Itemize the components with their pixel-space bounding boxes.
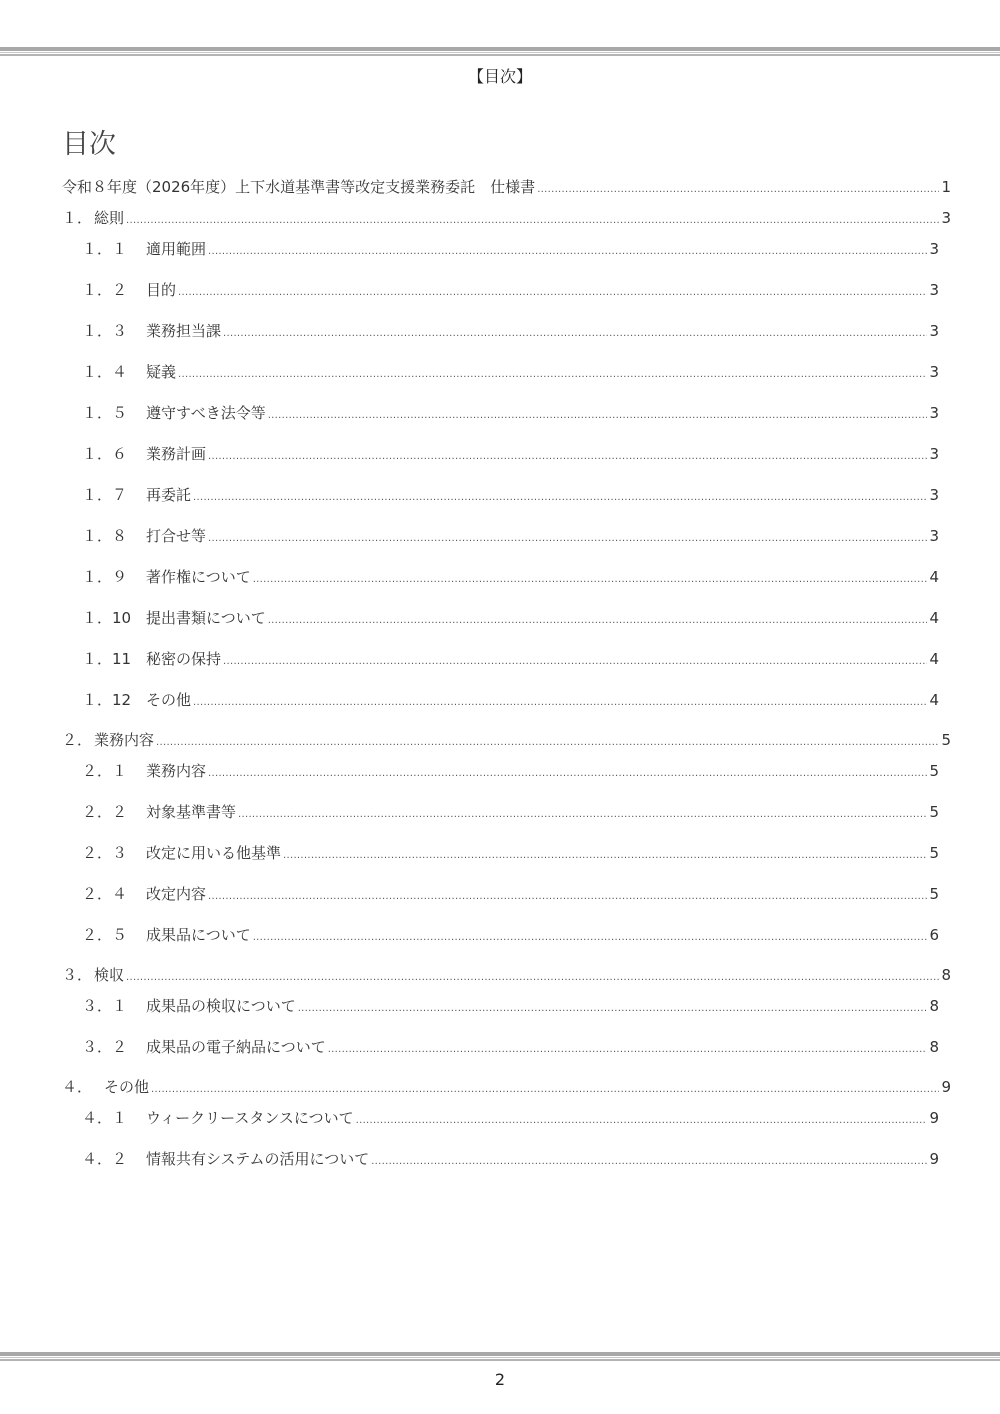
toc-entry-title: 成果品の電子納品について [146,1038,326,1056]
dot-leader [151,1078,939,1096]
toc-entry-page: 5 [929,762,939,780]
toc-entry-title: 業務担当課 [146,322,222,340]
toc-entry[interactable] [82,801,939,821]
toc-entry[interactable] [82,320,939,340]
dot-leader [328,1038,928,1056]
toc-entry-number: １．９ [82,568,128,586]
toc-entry-number: １． [62,209,93,227]
toc-entry-number: １．４ [82,363,128,381]
toc-entry-page: 4 [929,568,939,586]
toc-entry-page: 9 [929,1109,939,1127]
toc-entry-page: 5 [929,844,939,862]
toc-entry-page: 5 [941,731,951,749]
toc-entry-number: １．７ [82,486,128,504]
header-title: 【目次】 [467,67,532,86]
toc-entry-title: 総則 [94,209,125,227]
toc-entry-number: １．６ [82,445,128,463]
toc-entry[interactable] [82,484,939,504]
toc-entry-page: 3 [929,240,939,258]
toc-entry-number: ２． [62,731,93,749]
toc-entry-page: 9 [941,1078,951,1096]
dot-leader [208,445,927,463]
toc-entry-title: 成果品の検収について [146,997,296,1015]
toc-entry[interactable] [82,883,939,903]
toc-entry[interactable] [82,760,939,780]
toc-entry-number: ２．２ [82,803,128,821]
dot-leader [371,1150,927,1168]
toc-entry-page: 3 [929,322,939,340]
toc-entry-number: ２．４ [82,885,128,903]
toc-entry-title: 改定に用いる他基準 [146,844,282,862]
toc-entry[interactable] [62,1076,951,1096]
dot-leader [253,568,928,586]
header-rule [0,47,1000,57]
toc-entry-page: 3 [941,209,951,227]
dot-leader [193,486,927,504]
page-number: 2 [494,1370,506,1389]
toc-entry-number: １．１ [82,240,128,258]
toc-entry-title: 著作権について [146,568,251,586]
dot-leader [253,926,928,944]
toc-entry[interactable] [62,176,951,196]
toc-entry-title: 遵守すべき法令等 [146,404,266,422]
dot-leader [356,1109,928,1127]
toc-entry-title: 対象基準書等 [146,803,237,821]
toc-entry-title: 改定内容 [146,885,207,903]
toc-entry-page: 4 [929,609,939,627]
dot-leader [178,281,927,299]
dot-leader [193,691,927,709]
toc-entry-page: 1 [941,178,951,196]
toc-entry[interactable] [62,207,951,227]
toc-entry-title: ウィークリースタンスについて [146,1109,354,1127]
toc-entry-page: 6 [929,926,939,944]
footer-rule [0,1352,1000,1362]
toc-entry[interactable] [82,1148,939,1168]
toc-entry-page: 3 [929,486,939,504]
toc-entry[interactable] [82,648,939,668]
toc-entry[interactable] [82,566,939,586]
toc-entry-page: 3 [929,363,939,381]
toc-entry-number: ２．３ [82,844,128,862]
toc-entry[interactable] [62,729,951,749]
toc-entry-page: 3 [929,527,939,545]
dot-leader [298,997,928,1015]
toc-entry-page: 3 [929,281,939,299]
dot-leader [178,363,927,381]
toc-entry-title: 疑義 [146,363,177,381]
dot-leader [126,966,939,984]
toc-entry-page: 3 [929,404,939,422]
toc-entry-title: 検収 [94,966,125,984]
toc-entry-number: １．11 [82,650,132,668]
toc-entry-title: 再委託 [146,486,192,504]
toc-entry-page: 8 [941,966,951,984]
toc-entry-title: 目的 [146,281,177,299]
toc-entry-number: ４． [62,1078,93,1096]
toc-entry[interactable] [82,279,939,299]
toc-heading: 目次 [62,129,116,160]
toc-entry-number: ２．５ [82,926,128,944]
toc-entry-title: 令和８年度（2026年度）上下水道基準書等改定支援業務委託 仕様書 [62,178,536,196]
toc-entry[interactable] [82,525,939,545]
toc-entry-title: 提出書類について [146,609,266,627]
toc-entry[interactable] [82,842,939,862]
dot-leader [223,650,927,668]
toc-entry-number: ２．１ [82,762,128,780]
toc-entry-title: 成果品について [146,926,251,944]
toc-entry-title: 秘密の保持 [146,650,222,668]
toc-entry-number: １．12 [82,691,132,709]
toc-entry[interactable] [82,924,939,944]
toc-entry-title: 情報共有システムの活用について [146,1150,370,1168]
toc-entry[interactable] [82,361,939,381]
toc-entry[interactable] [82,689,939,709]
dot-leader [208,762,927,780]
toc-entry-page: 5 [929,885,939,903]
toc-entry[interactable] [82,995,939,1015]
toc-entry-title: その他 [104,1078,150,1096]
dot-leader [268,609,928,627]
toc-entry[interactable] [82,443,939,463]
toc-entry-title: 適用範囲 [146,240,207,258]
toc-entry-page: 8 [929,1038,939,1056]
toc-entry-number: ３．１ [82,997,128,1015]
toc-entry[interactable] [82,1107,939,1127]
toc-entry-page: 9 [929,1150,939,1168]
toc-entry-page: 8 [929,997,939,1015]
dot-leader [537,178,939,196]
toc-entry[interactable] [82,1036,939,1056]
toc-entry-number: ３．２ [82,1038,128,1056]
toc-entry-page: 4 [929,650,939,668]
toc-entry[interactable] [62,964,951,984]
toc-entry-number: ４．１ [82,1109,128,1127]
toc-entry-title: 業務計画 [146,445,207,463]
toc-entry-number: １．２ [82,281,128,299]
dot-leader [156,731,939,749]
toc-entry-page: 3 [929,445,939,463]
dot-leader [223,322,927,340]
toc-entry-number: ４．２ [82,1150,128,1168]
toc-entry-page: 4 [929,691,939,709]
dot-leader [208,885,927,903]
dot-leader [283,844,927,862]
toc-entry-title: 業務内容 [146,762,207,780]
dot-leader [268,404,928,422]
dot-leader [238,803,927,821]
toc-entry-number: ３． [62,966,93,984]
toc-entry-title: 打合せ等 [146,527,207,545]
toc-entry-title: 業務内容 [94,731,155,749]
toc-entry[interactable] [82,607,939,627]
toc-entry-number: １．８ [82,527,128,545]
toc-entry-number: １．10 [82,609,132,627]
toc-entry[interactable] [82,402,939,422]
toc-entry-page: 5 [929,803,939,821]
toc-entry[interactable] [82,238,939,258]
dot-leader [208,240,927,258]
dot-leader [208,527,927,545]
toc-entry-number: １．３ [82,322,128,340]
toc-entry-number: １．５ [82,404,128,422]
toc-entry-title: その他 [146,691,192,709]
dot-leader [126,209,939,227]
